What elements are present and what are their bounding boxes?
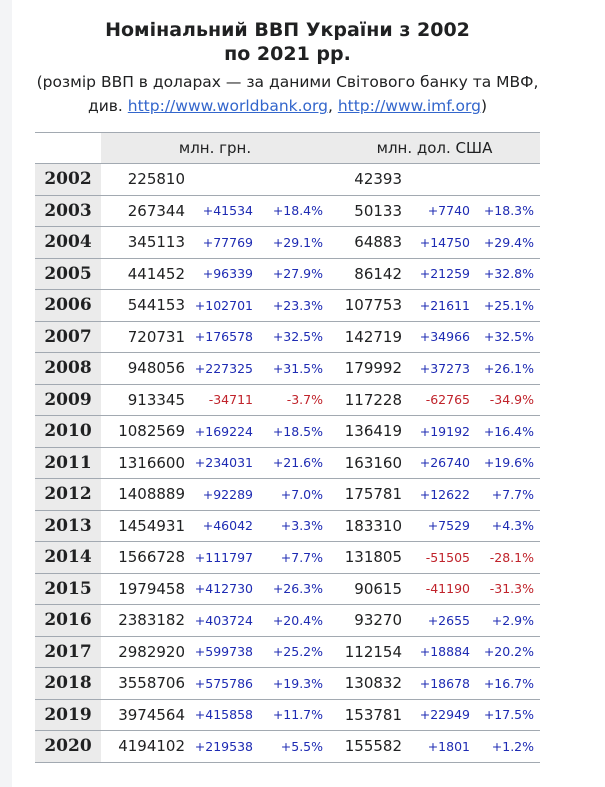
- imf-link[interactable]: http://www.imf.org: [337, 97, 481, 115]
- year-cell: 2002: [35, 164, 101, 196]
- usd-change: +7740: [408, 195, 476, 227]
- header-corner: [35, 133, 101, 164]
- usd-change-percent: +19.6%: [476, 447, 540, 479]
- usd-change: +34966: [408, 321, 476, 353]
- uah-value: 3974564: [101, 699, 191, 731]
- usd-value: 136419: [329, 416, 408, 448]
- uah-change-percent: +21.6%: [259, 447, 329, 479]
- usd-change-percent: -28.1%: [476, 542, 540, 574]
- year-cell: 2007: [35, 321, 101, 353]
- usd-change-percent: +29.4%: [476, 227, 540, 259]
- usd-change-percent: +26.1%: [476, 353, 540, 385]
- table-row: [35, 510, 540, 542]
- table-body: [35, 164, 540, 763]
- uah-value: 1082569: [101, 416, 191, 448]
- uah-value: 267344: [101, 195, 191, 227]
- table-row: [35, 227, 540, 259]
- uah-value: 1316600: [101, 447, 191, 479]
- table-row: [35, 699, 540, 731]
- left-gutter: [0, 0, 12, 787]
- usd-change-percent: +20.2%: [476, 636, 540, 668]
- uah-value: 2383182: [101, 605, 191, 637]
- usd-change-percent: +4.3%: [476, 510, 540, 542]
- uah-change-percent: +7.0%: [259, 479, 329, 511]
- uah-value: 1454931: [101, 510, 191, 542]
- year-cell: 2019: [35, 699, 101, 731]
- usd-value: 42393: [329, 164, 408, 196]
- usd-change: +26740: [408, 447, 476, 479]
- usd-change: +2655: [408, 605, 476, 637]
- uah-change-percent: +20.4%: [259, 605, 329, 637]
- table-header-row: [35, 133, 540, 164]
- title-line-2: по 2021 рр.: [224, 43, 351, 65]
- uah-change: -34711: [191, 384, 259, 416]
- uah-change-percent: +23.3%: [259, 290, 329, 322]
- year-cell: 2006: [35, 290, 101, 322]
- usd-change: +37273: [408, 353, 476, 385]
- usd-change-percent: +2.9%: [476, 605, 540, 637]
- usd-change-percent: [476, 164, 540, 196]
- subtitle: [35, 70, 540, 118]
- year-cell: 2015: [35, 573, 101, 605]
- usd-change: +18884: [408, 636, 476, 668]
- usd-value: 50133: [329, 195, 408, 227]
- uah-change-percent: +26.3%: [259, 573, 329, 605]
- year-cell: 2005: [35, 258, 101, 290]
- year-cell: 2010: [35, 416, 101, 448]
- table-row: [35, 384, 540, 416]
- uah-change: +176578: [191, 321, 259, 353]
- usd-change-percent: -31.3%: [476, 573, 540, 605]
- uah-value: 1979458: [101, 573, 191, 605]
- page-title: [35, 18, 540, 66]
- usd-change: +7529: [408, 510, 476, 542]
- table-row: [35, 290, 540, 322]
- title-line-1: Номінальний ВВП України з 2002: [105, 19, 470, 41]
- uah-change: +41534: [191, 195, 259, 227]
- year-cell: 2008: [35, 353, 101, 385]
- uah-value: 4194102: [101, 731, 191, 763]
- header-usd: млн. дол. США: [329, 133, 540, 164]
- uah-change: +599738: [191, 636, 259, 668]
- usd-change-percent: +16.4%: [476, 416, 540, 448]
- uah-change-percent: +19.3%: [259, 668, 329, 700]
- usd-change-percent: +25.1%: [476, 290, 540, 322]
- uah-value: 3558706: [101, 668, 191, 700]
- usd-value: 90615: [329, 573, 408, 605]
- uah-change: +111797: [191, 542, 259, 574]
- usd-value: 112154: [329, 636, 408, 668]
- uah-change: +227325: [191, 353, 259, 385]
- table-row: [35, 573, 540, 605]
- usd-change: +12622: [408, 479, 476, 511]
- uah-change-percent: +7.7%: [259, 542, 329, 574]
- uah-change-percent: +3.3%: [259, 510, 329, 542]
- uah-change-percent: +11.7%: [259, 699, 329, 731]
- usd-value: 153781: [329, 699, 408, 731]
- usd-value: 86142: [329, 258, 408, 290]
- year-cell: 2003: [35, 195, 101, 227]
- usd-value: 131805: [329, 542, 408, 574]
- year-cell: 2012: [35, 479, 101, 511]
- table-row: [35, 416, 540, 448]
- uah-change: +96339: [191, 258, 259, 290]
- usd-change: -62765: [408, 384, 476, 416]
- table-row: [35, 447, 540, 479]
- uah-change: +169224: [191, 416, 259, 448]
- uah-value: 2982920: [101, 636, 191, 668]
- uah-value: 1408889: [101, 479, 191, 511]
- usd-change: +18678: [408, 668, 476, 700]
- usd-value: 175781: [329, 479, 408, 511]
- uah-change-percent: +25.2%: [259, 636, 329, 668]
- uah-change-percent: +31.5%: [259, 353, 329, 385]
- uah-change-percent: +27.9%: [259, 258, 329, 290]
- year-cell: 2011: [35, 447, 101, 479]
- table-row: [35, 542, 540, 574]
- table-row: [35, 731, 540, 763]
- usd-value: 93270: [329, 605, 408, 637]
- uah-change-percent: +32.5%: [259, 321, 329, 353]
- usd-change-percent: +32.8%: [476, 258, 540, 290]
- uah-value: 948056: [101, 353, 191, 385]
- table-row: [35, 636, 540, 668]
- usd-change: [408, 164, 476, 196]
- year-cell: 2004: [35, 227, 101, 259]
- usd-value: 64883: [329, 227, 408, 259]
- table-row: [35, 164, 540, 196]
- uah-change: +219538: [191, 731, 259, 763]
- year-cell: 2013: [35, 510, 101, 542]
- table-row: [35, 258, 540, 290]
- table-row: [35, 479, 540, 511]
- usd-change-percent: -34.9%: [476, 384, 540, 416]
- uah-value: 345113: [101, 227, 191, 259]
- uah-change-percent: +18.5%: [259, 416, 329, 448]
- uah-change-percent: -3.7%: [259, 384, 329, 416]
- usd-change: -41190: [408, 573, 476, 605]
- gdp-table: [35, 132, 540, 763]
- subtitle-line-2: [35, 94, 540, 118]
- table-row: [35, 195, 540, 227]
- uah-change: +46042: [191, 510, 259, 542]
- uah-change-percent: [259, 164, 329, 196]
- uah-change: +403724: [191, 605, 259, 637]
- worldbank-link[interactable]: http://www.worldbank.org: [127, 97, 328, 115]
- usd-change-percent: +1.2%: [476, 731, 540, 763]
- usd-change: +21611: [408, 290, 476, 322]
- year-cell: 2018: [35, 668, 101, 700]
- uah-change: +575786: [191, 668, 259, 700]
- usd-change-percent: +7.7%: [476, 479, 540, 511]
- usd-value: 142719: [329, 321, 408, 353]
- usd-change-percent: +17.5%: [476, 699, 540, 731]
- year-cell: 2016: [35, 605, 101, 637]
- usd-value: 155582: [329, 731, 408, 763]
- uah-change: +102701: [191, 290, 259, 322]
- year-cell: 2009: [35, 384, 101, 416]
- table-row: [35, 668, 540, 700]
- uah-change: +415858: [191, 699, 259, 731]
- content: [35, 18, 540, 763]
- uah-change-percent: +29.1%: [259, 227, 329, 259]
- table-row: [35, 605, 540, 637]
- year-cell: 2014: [35, 542, 101, 574]
- uah-change: [191, 164, 259, 196]
- table-row: [35, 353, 540, 385]
- usd-value: 130832: [329, 668, 408, 700]
- usd-change: +22949: [408, 699, 476, 731]
- usd-value: 107753: [329, 290, 408, 322]
- usd-change: +21259: [408, 258, 476, 290]
- usd-value: 117228: [329, 384, 408, 416]
- uah-change: +412730: [191, 573, 259, 605]
- usd-change: +19192: [408, 416, 476, 448]
- uah-value: 225810: [101, 164, 191, 196]
- subtitle-suffix: ): [480, 97, 487, 115]
- uah-value: 1566728: [101, 542, 191, 574]
- usd-value: 163160: [329, 447, 408, 479]
- subtitle-line-1: (розмір ВВП в доларах — за даними Світового банку та МВФ,: [36, 73, 539, 91]
- uah-value: 441452: [101, 258, 191, 290]
- usd-value: 183310: [329, 510, 408, 542]
- year-cell: 2017: [35, 636, 101, 668]
- header-uah: млн. грн.: [101, 133, 329, 164]
- uah-change-percent: +5.5%: [259, 731, 329, 763]
- year-cell: 2020: [35, 731, 101, 763]
- uah-change: +234031: [191, 447, 259, 479]
- usd-change: -51505: [408, 542, 476, 574]
- subtitle-prefix: див.: [88, 97, 128, 115]
- uah-change-percent: +18.4%: [259, 195, 329, 227]
- usd-change-percent: +18.3%: [476, 195, 540, 227]
- usd-change-percent: +32.5%: [476, 321, 540, 353]
- table-row: [35, 321, 540, 353]
- uah-value: 720731: [101, 321, 191, 353]
- usd-change: +1801: [408, 731, 476, 763]
- uah-value: 544153: [101, 290, 191, 322]
- uah-value: 913345: [101, 384, 191, 416]
- link-separator: ,: [327, 97, 338, 115]
- usd-value: 179992: [329, 353, 408, 385]
- usd-change-percent: +16.7%: [476, 668, 540, 700]
- usd-change: +14750: [408, 227, 476, 259]
- uah-change: +77769: [191, 227, 259, 259]
- uah-change: +92289: [191, 479, 259, 511]
